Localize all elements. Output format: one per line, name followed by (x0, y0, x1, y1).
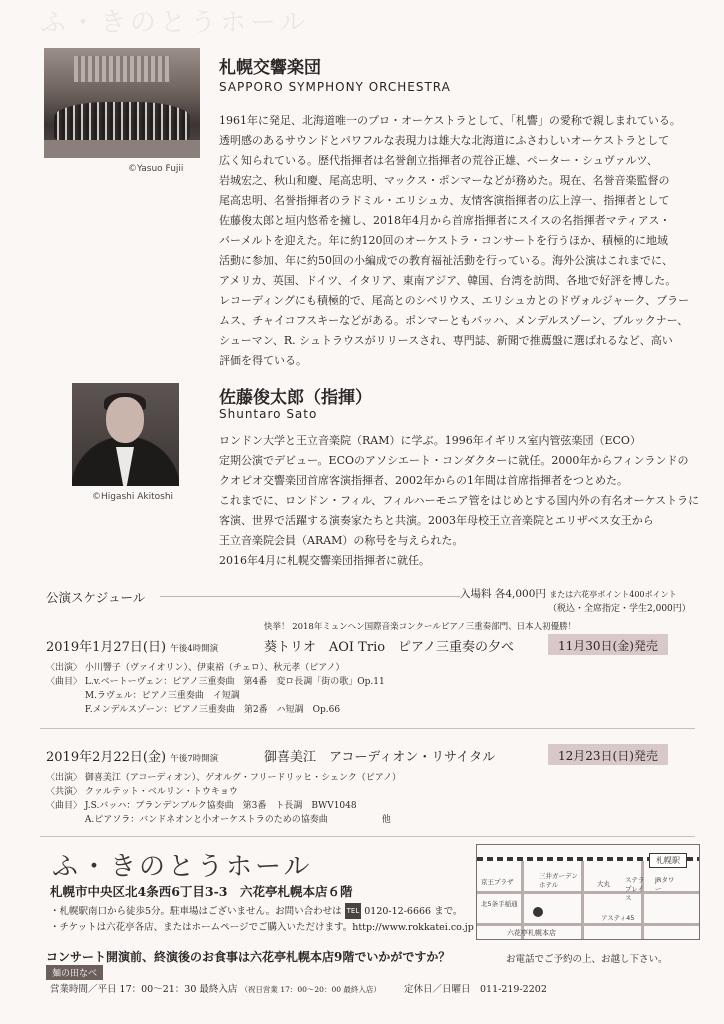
concert-1-details: 〈出演〉 小川響子（ヴァイオリン）、伊東裕（チェロ）、秋元孝（ピアノ） 〈曲目〉 L.v.ベートーヴェン：ピアノ三重奏曲 第4番 変ロ長調「街の歌」Op.11 M.ラヴェル：ピアノ三重奏曲 イ短調 F.メンデルスゾーン：ピアノ三重奏曲 第2番 ハ短調 Op.66 (46, 663, 385, 715)
orchestra-photo (44, 48, 200, 158)
concert-1-date: 2019年1月27日(日) 午後4時開演 (46, 640, 219, 655)
venue-map (476, 844, 700, 940)
concert-2-details: 〈出演〉 御喜美江（アコーディオン）、ゲオルグ・フリードリッヒ・シェンク（ピアノ） 〈共演〉 クァルテット・ベルリン・トウキョウ 〈曲目〉 J.S.バッハ：ブランデンブルク協奏曲 第3番 ト長調 BWV1048 A.ピアソラ：バンドネオンと小オーケストラのための協奏曲 他 (46, 773, 402, 825)
concert-1-sale-date: 11月30日(金)発売 (548, 634, 668, 655)
map-label: アスティ45 (601, 914, 635, 922)
conductor-photo (72, 383, 179, 486)
concert-2-date: 2019年2月22日(金) 午後7時開演 (46, 750, 219, 765)
conductor-name-jp: 佐藤俊太郎（指揮） (219, 388, 372, 408)
concert-2-title: 御喜美江 アコーディオン・リサイタル (264, 750, 496, 765)
shop-hours: 営業時間／平日 17：00～21：30 最終入店 （祝日営業 17：00～20：00 最終入店） (50, 984, 381, 995)
map-label: JRタワー (655, 876, 675, 893)
conductor-name-en: Shuntaro Sato (219, 407, 318, 421)
orchestra-name-en: SAPPORO SYMPHONY ORCHESTRA (219, 80, 451, 94)
orchestra-name-jp: 札幌交響楽団 (219, 58, 321, 78)
map-label: 大丸 (597, 880, 610, 888)
orchestra-bio: 1961年に発足、北海道唯一のプロ・オーケストラとして、「札響」の愛称で親しまれている。 透明感のあるサウンドとパワフルな表現力は雄大な北海道にふさわしいオーケストラとして 広く知られている。歴代指揮者は名誉創立指揮者の荒谷正雄、ペーター・シュヴァルツ、 岩城宏之、秋山和慶、尾高忠明、マックス・ポンマーなどが務めた。現在、名誉音楽監督の 尾高忠明、名誉指揮者のラドミル・エリシュカ、友情客演指揮者の広上淳一、指揮者として 佐藤俊太郎と垣内悠希を擁し、2018年4月から首席指揮者にスイスの名指揮者マティアス・ バーメルトを迎えた。年に約120回のオーケストラ・コンサートを行うほか、積極的に地域 活動に参加、年に約50回の小編成での教育福祉活動を行っている。海外公演はこれまでに、 アメリカ、英国、ドイツ、イタリア、東南アジア、韓国、台湾を訪問、各地で好評を博した。 レコーディングにも積極的で、尾高とのシベリウス、エリシュカとのドヴォルジャーク、ブラー ムス、チャイコフスキーなどがある。ポンマーともバッハ、メンデルスゾーン、ブルックナー、 シューマン、R. シュトラウスがリリースされ、専門誌、新聞で推薦盤に選ばれるなど、高い 評価を得ている。 (219, 114, 690, 367)
tel-icon: TEL (345, 903, 362, 919)
dining-note: お電話でご予約の上、お越し下さい。 (506, 954, 668, 965)
map-label: 北5条手稲通 (481, 900, 518, 908)
conductor-bio: ロンドン大学と王立音楽院（RAM）に学ぶ。1996年イギリス室内管弦楽団（ECO） 定期公演でデビュー。ECOのアソシエート・コンダクターに就任。2000年からフィンランドの クオピオ交響楽団首席客演指揮者、2002年からの1年間は首席指揮者をつとめた。 これまでに、ロンドン・フィル、フィルハーモニア管をはじめとする国内外の有名オーケストラに 客演、世界で活躍する演奏家たちと共演。2003年母校王立音楽院とエリザベス女王から 王立音楽院会員（ARAM）の称号を与えられた。 2016年4月に札幌交響楽団指揮者に就任。 (219, 434, 700, 567)
dining-headline: コンサート開演前、終演後のお食事は六花亭札幌本店9階でいかがですか？ (46, 950, 451, 964)
ticket-price-note: （税込・全席指定・学生2,000円） (548, 604, 691, 614)
venue-access: ・札幌駅南口から徒歩5分。駐車場はございません。お問い合わせは TEL 0120-12-6666 まで。 ・チケットは六花亭各店、またはホームページでご購入いただけます。http://www.rokkatei.co.jp (50, 903, 474, 936)
shop-name: 麺の田なべ (46, 965, 103, 980)
map-station-label: 札幌駅 (649, 853, 687, 868)
schedule-heading: 公演スケジュール (46, 590, 146, 605)
map-label: 京王プラザ (481, 878, 514, 886)
map-label: 三井ガーデンホテル (539, 872, 578, 889)
shop-closed-day: 定休日／日曜日 011-219-2202 (404, 984, 547, 995)
schedule-rule (40, 728, 695, 729)
concert-1-title: 葵トリオ AOI Trio ピアノ三重奏の夕べ (264, 640, 515, 655)
website-text: ・チケットは六花亭各店、またはホームページでご購入いただけます。http://www.rokkatei.co.jp (50, 922, 474, 933)
background-ghost-title: ふ・きのとうホール (40, 8, 310, 38)
ticket-price: 入場料 各4,000円 または六花亭ポイント400ポイント (460, 588, 677, 600)
map-venue-label: 六花亭札幌本店 (507, 929, 556, 937)
orchestra-photo-credit: ©Yasuo Fujii (128, 164, 184, 174)
concert-1-tagline: 快挙！ 2018年ミュンヘン国際音楽コンクールピアノ三重奏部門、日本人初優勝！ (264, 622, 577, 632)
concert-2-sale-date: 12月23日(日)発売 (548, 744, 668, 765)
venue-rule (40, 836, 695, 837)
map-label: ステラプレイス (625, 876, 645, 902)
venue-address: 札幌市中央区北4条西6丁目3-3 六花亭札幌本店６階 (50, 884, 353, 899)
venue-pin-icon (533, 907, 543, 917)
conductor-photo-credit: ©Higashi Akitoshi (92, 492, 174, 502)
schedule-divider (160, 596, 460, 597)
hall-logo: ふ・きのとうホール (52, 852, 313, 882)
